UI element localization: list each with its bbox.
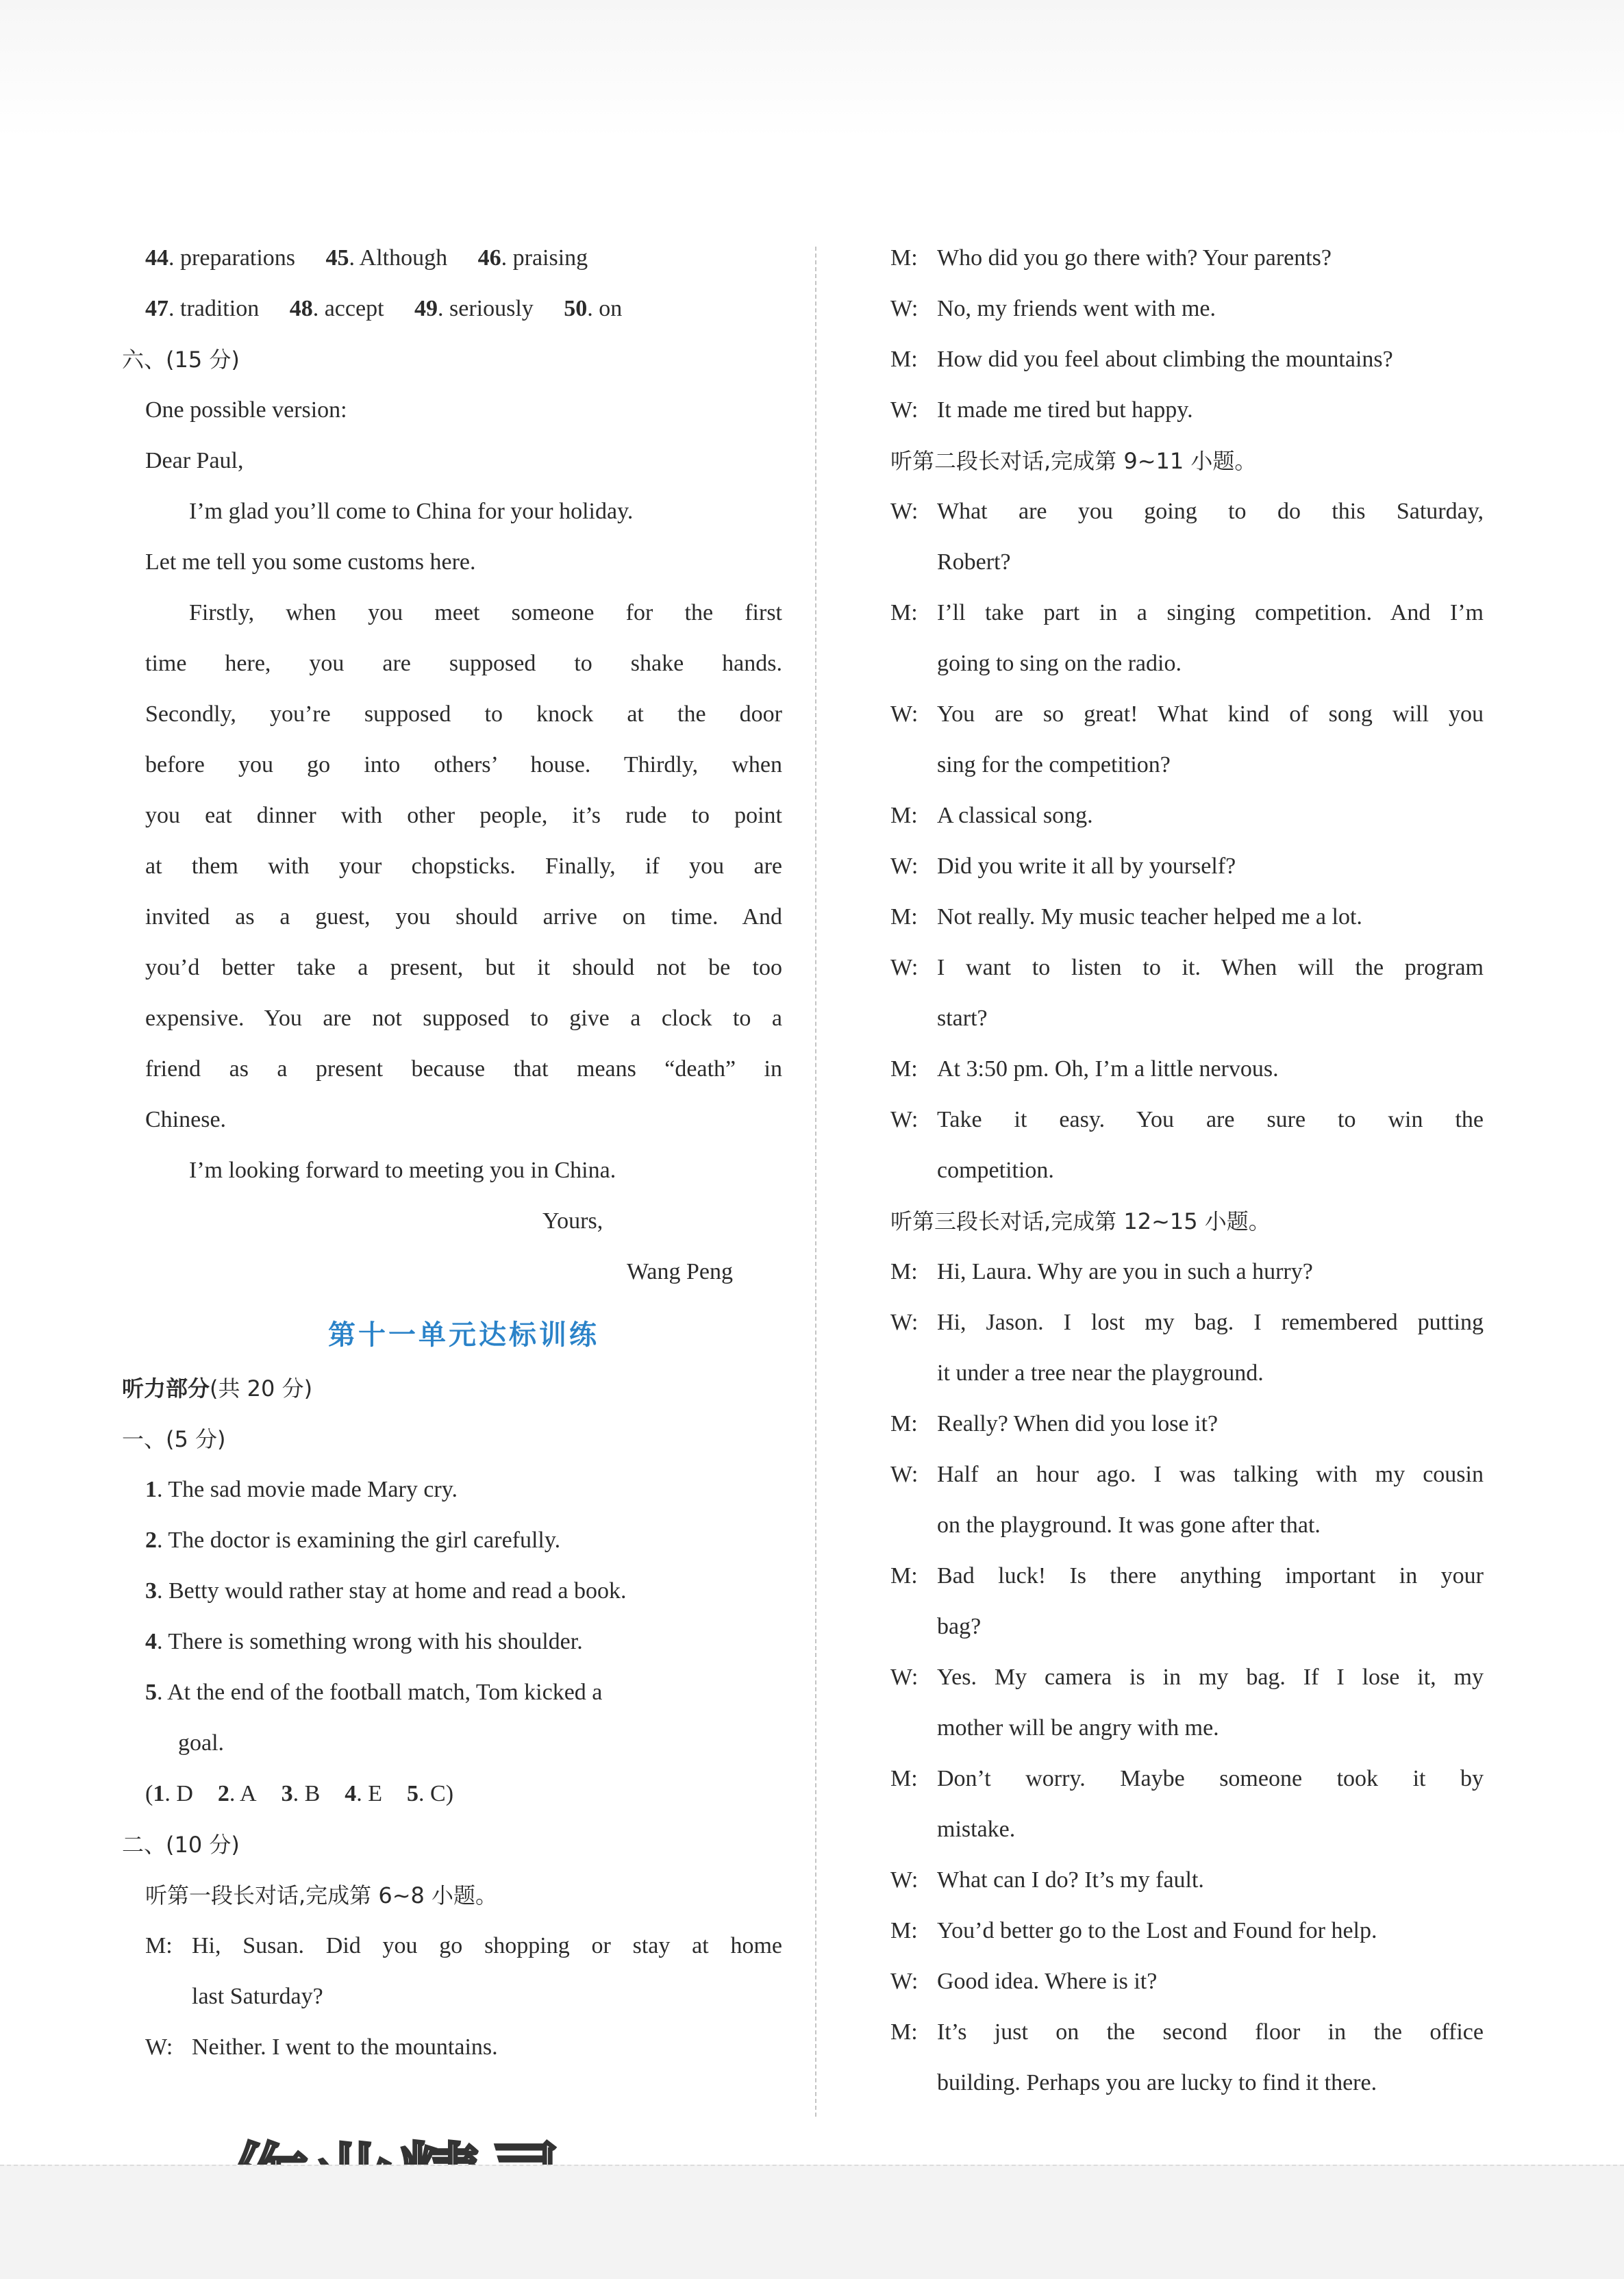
unit-title: 第十一单元达标训练 — [328, 1319, 599, 1351]
dialogue-line: Really? When did you lose it? — [937, 1411, 1219, 1436]
listening-part-points: (共 20 分) — [210, 1375, 313, 1402]
top-fade — [0, 0, 1624, 137]
sentence-text: Betty would rather stay at home and read a book. — [168, 1578, 627, 1604]
sentence-item: 2. The doctor is examining the girl carefully. — [145, 1528, 561, 1553]
speaker-label: W: — [890, 701, 919, 727]
speaker-label: W: — [890, 296, 919, 321]
speaker-label: W: — [890, 1969, 919, 1994]
dialogue-line: Did you write it all by yourself? — [937, 854, 1236, 879]
key-num: 4 — [345, 1781, 357, 1806]
dialogue-turn — [890, 689, 1484, 790]
speaker-label: W: — [890, 499, 919, 524]
answer-word: praising — [512, 245, 588, 271]
dialogue-line: What can I do? It’s my fault. — [937, 1867, 1204, 1893]
page-footer — [0, 2165, 1624, 2279]
speaker-label: M: — [890, 347, 918, 372]
letter-line: expensive. You are not supposed to give a clock to a — [145, 1006, 782, 1031]
dialogue-line: At 3:50 pm. Oh, I’m a little nervous. — [937, 1056, 1279, 1082]
speaker-label: M: — [890, 1411, 918, 1436]
letter-closing: Yours, — [542, 1208, 603, 1234]
dialogue-turn — [890, 790, 1484, 841]
speaker-label: M: — [890, 1259, 918, 1284]
letter-line: friend as a present because that means “death” in — [145, 1056, 782, 1082]
dialogue-turn — [890, 1855, 1484, 1906]
answer-num: 50 — [564, 296, 588, 321]
speaker-label: M: — [890, 1766, 918, 1791]
dialogue-turn — [890, 334, 1484, 385]
dialogue-turn — [890, 1095, 1484, 1196]
dialogue-turn — [145, 1921, 782, 2022]
key-answer: D — [176, 1781, 193, 1806]
letter-signature: Wang Peng — [627, 1259, 733, 1284]
dialogue-line: mistake. — [937, 1817, 1016, 1842]
dialogue-line: Robert? — [937, 549, 1011, 575]
letter-line: you eat dinner with other people, it’s rude to point — [145, 803, 782, 828]
dialogue-line: bag? — [937, 1614, 982, 1639]
dialogue-turn — [890, 1551, 1484, 1652]
answers-row-1: 44. preparations 45. Although 46. praising — [145, 245, 588, 271]
speaker-label: M: — [890, 904, 918, 930]
right-column — [890, 233, 1484, 2108]
speaker-label: W: — [145, 2034, 173, 2060]
listening-part-label: 听力部分 — [122, 1375, 210, 1402]
key-answer: C — [430, 1781, 446, 1806]
dialogue-turn — [890, 1652, 1484, 1754]
letter-line: I’m glad you’ll come to China for your holiday. — [189, 499, 634, 524]
sentence-item: 5. At the end of the football match, Tom kicked a — [145, 1680, 603, 1705]
dialogue-line: Who did you go there with? Your parents? — [937, 245, 1332, 271]
dialogue-turn — [890, 943, 1484, 1044]
sentence-item: 3. Betty would rather stay at home and read a book. — [145, 1578, 627, 1604]
section-1-heading: 一、(5 分) — [122, 1426, 226, 1452]
dialogue-line: You are so great! What kind of song will you — [937, 701, 1484, 727]
dialogue-turn — [890, 1297, 1484, 1399]
dialogue-line: How did you feel about climbing the mountains? — [937, 347, 1393, 372]
key-num: 5 — [407, 1781, 419, 1806]
dialogue-turn — [890, 284, 1484, 334]
speaker-label: M: — [890, 245, 918, 271]
dialogue-line: start? — [937, 1006, 988, 1031]
dialogue-line: last Saturday? — [192, 1984, 323, 2009]
letter-line: time here, you are supposed to shake hands. — [145, 651, 782, 676]
key-answer: B — [304, 1781, 321, 1806]
dialogue-line: mother will be angry with me. — [937, 1715, 1219, 1741]
speaker-label: M: — [890, 600, 918, 625]
speaker-label: W: — [890, 397, 919, 423]
sentence-continuation: goal. — [178, 1730, 225, 1756]
letter-greeting: Dear Paul, — [145, 448, 244, 473]
dialogue-turn — [890, 1449, 1484, 1551]
dialogue-line: Yes. My camera is in my bag. If I lose it, my — [937, 1665, 1484, 1690]
dialogue-turn — [890, 2007, 1484, 2108]
section-6-heading: 六、(15 分) — [122, 347, 240, 373]
speaker-label: M: — [890, 1918, 918, 1943]
sentence-num: 3 — [145, 1578, 157, 1604]
key-num: 2 — [217, 1781, 229, 1806]
letter-line: Secondly, you’re supposed to knock at the door — [145, 701, 782, 727]
dialogue-turn — [890, 1906, 1484, 1956]
sentence-num: 5 — [145, 1680, 157, 1705]
dialogue-line: No, my friends went with me. — [937, 296, 1216, 321]
dialogue-line: it under a tree near the playground. — [937, 1360, 1264, 1386]
answer-num: 47 — [145, 296, 168, 321]
answer-key: (1. D 2. A 3. B 4. E 5. C) — [145, 1781, 454, 1806]
answer-word: accept — [324, 296, 384, 321]
answer-num: 45 — [325, 245, 349, 271]
sentence-num: 4 — [145, 1629, 157, 1654]
answer-num: 49 — [414, 296, 438, 321]
dialogue-line: on the playground. It was gone after that. — [937, 1512, 1321, 1538]
sentence-item: 1. The sad movie made Mary cry. — [145, 1477, 458, 1502]
sentence-item: 4. There is something wrong with his shoulder. — [145, 1629, 583, 1654]
dialogue-turn — [890, 233, 1484, 284]
dialogue-turn — [890, 1044, 1484, 1095]
answer-word: preparations — [180, 245, 296, 271]
dialogue-line: Half an hour ago. I was talking with my cousin — [937, 1462, 1484, 1487]
dialogue-line: Neither. I went to the mountains. — [192, 2034, 498, 2060]
letter-line: Let me tell you some customs here. — [145, 549, 476, 575]
speaker-label: W: — [890, 1867, 919, 1893]
speaker-label: W: — [890, 1107, 919, 1132]
dialogue-line: A classical song. — [937, 803, 1093, 828]
dialogue-line: Not really. My music teacher helped me a lot. — [937, 904, 1362, 930]
letter-line: before you go into others’ house. Thirdly, when — [145, 752, 782, 777]
dialogue-line: It’s just on the second floor in the office — [937, 2019, 1484, 2045]
version-label: One possible version: — [145, 397, 347, 423]
section-2-heading: 二、(10 分) — [122, 1832, 240, 1858]
speaker-label: W: — [890, 854, 919, 879]
letter-line: you’d better take a present, but it should not be too — [145, 955, 782, 980]
speaker-label: W: — [890, 1665, 919, 1690]
dialogue-turn — [890, 486, 1484, 588]
dialogue-turn — [890, 1956, 1484, 2007]
dialogue-turn — [890, 841, 1484, 892]
left-column — [122, 233, 782, 2073]
dialogue-intro: 听第三段长对话,完成第 12~15 小题。 — [890, 1208, 1271, 1234]
dialogue-turn — [145, 2022, 782, 2073]
answer-num: 48 — [289, 296, 313, 321]
dialogue-line: Hi, Jason. I lost my bag. I remembered putting — [937, 1310, 1484, 1335]
listening-part-heading — [122, 1363, 782, 1414]
answer-num: 46 — [477, 245, 501, 271]
dialogue-line: Hi, Laura. Why are you in such a hurry? — [937, 1259, 1313, 1284]
letter-line: Firstly, when you meet someone for the first — [189, 600, 782, 625]
sentence-text: The sad movie made Mary cry. — [168, 1477, 458, 1502]
dialogue-turn — [890, 588, 1484, 689]
key-answer: E — [368, 1781, 383, 1806]
dialogue-line: building. Perhaps you are lucky to find it there. — [937, 2070, 1377, 2095]
speaker-label: M: — [890, 1056, 918, 1082]
letter-line: I’m looking forward to meeting you in China. — [189, 1158, 616, 1183]
dialogue-turn — [890, 385, 1484, 436]
key-num: 1 — [153, 1781, 165, 1806]
sentence-text: At the end of the football match, Tom kicked a — [167, 1680, 603, 1705]
answer-word: Although — [359, 245, 448, 271]
speaker-label: W: — [890, 955, 919, 980]
column-divider — [815, 247, 816, 2117]
dialogue-line: Good idea. Where is it? — [937, 1969, 1158, 1994]
letter-line: at them with your chopsticks. Finally, if you are — [145, 854, 782, 879]
dialogue-intro: 听第一段长对话,完成第 6~8 小题。 — [145, 1882, 498, 1908]
answer-word: tradition — [180, 296, 260, 321]
key-answer: A — [240, 1781, 257, 1806]
dialogue-intro: 听第二段长对话,完成第 9~11 小题。 — [890, 448, 1257, 474]
letter-line: Chinese. — [145, 1107, 227, 1132]
dialogue-turn — [890, 1754, 1484, 1855]
answer-num: 44 — [145, 245, 168, 271]
dialogue-line: Hi, Susan. Did you go shopping or stay at home — [192, 1933, 782, 1958]
speaker-label: M: — [890, 803, 918, 828]
answer-word: on — [599, 296, 623, 321]
dialogue-line: Don’t worry. Maybe someone took it by — [937, 1766, 1484, 1791]
letter-line: invited as a guest, you should arrive on time. And — [145, 904, 782, 930]
dialogue-line: I want to listen to it. When will the program — [937, 955, 1484, 980]
sentence-text: The doctor is examining the girl carefully. — [168, 1528, 561, 1553]
answer-word: seriously — [449, 296, 534, 321]
speaker-label: M: — [890, 2019, 918, 2045]
dialogue-line: What are you going to do this Saturday, — [937, 499, 1484, 524]
sentence-text: There is something wrong with his shoulder. — [168, 1629, 583, 1654]
sentence-num: 2 — [145, 1528, 157, 1553]
dialogue-line: I’ll take part in a singing competition. And I’m — [937, 600, 1484, 625]
dialogue-line: It made me tired but happy. — [937, 397, 1193, 423]
dialogue-line: Bad luck! Is there anything important in your — [937, 1563, 1484, 1589]
speaker-label: W: — [890, 1310, 919, 1335]
dialogue-turn — [890, 1399, 1484, 1449]
sentence-num: 1 — [145, 1477, 157, 1502]
answers-row-2: 47. tradition 48. accept 49. seriously 50. on — [145, 296, 623, 321]
key-num: 3 — [281, 1781, 293, 1806]
speaker-label: W: — [890, 1462, 919, 1487]
dialogue-line: You’d better go to the Lost and Found for help. — [937, 1918, 1377, 1943]
dialogue-line: going to sing on the radio. — [937, 651, 1182, 676]
dialogue-line: competition. — [937, 1158, 1054, 1183]
dialogue-turn — [890, 892, 1484, 943]
dialogue-turn — [890, 1247, 1484, 1297]
speaker-label: M: — [890, 1563, 918, 1589]
dialogue-line: Take it easy. You are sure to win the — [937, 1107, 1484, 1132]
dialogue-line: sing for the competition? — [937, 752, 1171, 777]
speaker-label: M: — [145, 1933, 173, 1958]
